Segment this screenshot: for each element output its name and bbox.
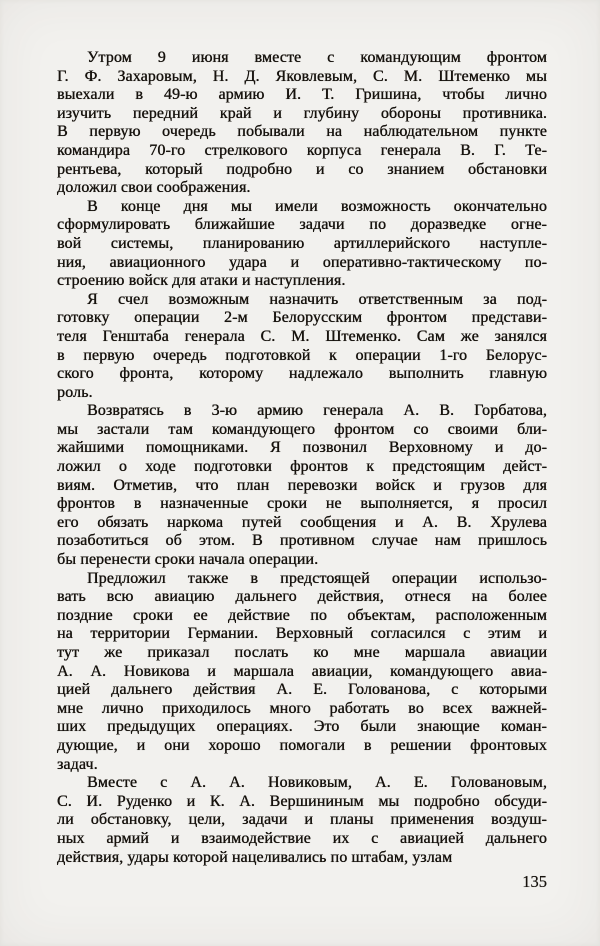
text-line: Утром 9 июня вместе с командующим фронтом xyxy=(87,49,547,66)
paragraph xyxy=(57,570,547,775)
text-line: роль. xyxy=(57,383,93,401)
page-text-block xyxy=(57,49,547,867)
paragraph xyxy=(57,198,547,291)
text-line: Г. Ф. Захаровым, Н. Д. Яковлевым, С. М. Штеменко мы xyxy=(57,67,547,85)
text-line: ского фронта, которому надлежало выполнить главную xyxy=(57,365,547,383)
text-line: задач. xyxy=(57,755,98,773)
page-number: 135 xyxy=(522,872,547,891)
text-line: виям. Отметив, что план перевозки войск и грузов для xyxy=(57,476,547,494)
paragraph xyxy=(57,291,547,403)
text-line: командира 70-го стрелкового корпуса генерала В. Г. Те- xyxy=(57,141,547,159)
paragraph xyxy=(57,774,547,867)
text-line: вать всю авиацию дальнего действия, отнеся на более xyxy=(57,588,547,606)
text-line: жайшими помощниками. Я позвонил Верховному и до- xyxy=(57,439,547,457)
text-line: С. И. Руденко и К. А. Вершининым мы подробно обсуди- xyxy=(57,792,547,810)
text-line: на территории Германии. Верховный согласился с этим и xyxy=(57,625,547,643)
text-line: строению войск для атаки и наступления. xyxy=(57,272,346,290)
text-line: позаботиться об этом. В противном случае нам пришлось xyxy=(57,532,547,550)
text-line: цией дальнего действия А. Е. Голованова, с которыми xyxy=(57,681,547,699)
text-line: рентьева, который подробно и со знанием обстановки xyxy=(57,160,547,178)
text-line: дующие, и они хорошо помогали в решении фронтовых xyxy=(57,736,547,754)
text-line: ния, авиационного удара и оперативно-тактическому по- xyxy=(57,253,547,271)
text-line: ли обстановку, цели, задачи и планы применения воздуш- xyxy=(57,811,547,829)
text-line: его обязать наркома путей сообщения и А. В. Хрулева xyxy=(57,513,547,531)
text-line: теля Генштаба генерала С. М. Штеменко. Сам же занялся xyxy=(57,327,547,345)
text-line: ных армий и взаимодействие их с авиацией дальнего xyxy=(57,829,547,847)
text-line: мы застали там командующего фронтом со своими бли- xyxy=(57,420,547,438)
text-line: вой системы, планированию артиллерийского наступле- xyxy=(57,234,547,252)
text-line: Вместе с А. А. Новиковым, А. Е. Головановым, xyxy=(87,774,547,792)
text-line: сформулировать ближайшие задачи по доразведке огне- xyxy=(57,216,547,234)
text-line: изучить передний край и глубину обороны противника. xyxy=(57,104,547,122)
text-line: В конце дня мы имели возможность окончательно xyxy=(87,197,547,215)
text-line: мне лично приходилось много работать во всех важней- xyxy=(57,699,547,717)
paragraph xyxy=(57,49,547,198)
text-line: ших предыдущих операциях. Это были знающие коман- xyxy=(57,718,547,736)
text-line: действия, удары которой нацеливались по штабам, узлам xyxy=(57,848,453,866)
text-line: тут же приказал послать ко мне маршала авиации xyxy=(57,644,547,661)
text-line: А. А. Новикова и маршала авиации, командующего авиа- xyxy=(57,662,547,680)
paragraph xyxy=(57,402,547,569)
text-line: поздние сроки ее действие по объектам, расположенным xyxy=(57,606,547,624)
text-line: в первую очередь подготовкой к операции 1-го Белорус- xyxy=(57,346,547,364)
text-line: готовку операции 2-м Белорусским фронтом представи- xyxy=(57,309,547,327)
text-line: В первую очередь побывали на наблюдательном пункте xyxy=(57,123,547,141)
text-line: Возвратясь в 3-ю армию генерала А. В. Горбатова, xyxy=(87,402,547,420)
text-line: фронтов в назначенные сроки не выполняется, я просил xyxy=(57,495,547,513)
text-line: доложил свои соображения. xyxy=(57,179,251,197)
text-line: ложил о ходе подготовки фронтов к предстоящим дейст- xyxy=(57,458,547,476)
text-line: бы перенести сроки начала операции. xyxy=(57,551,319,569)
text-line: Предложил также в предстоящей операции использо- xyxy=(87,569,547,587)
text-line: выехали в 49-ю армию И. Т. Гришина, чтобы лично xyxy=(57,86,547,104)
text-line: Я счел возможным назначить ответственным за под- xyxy=(87,290,547,308)
